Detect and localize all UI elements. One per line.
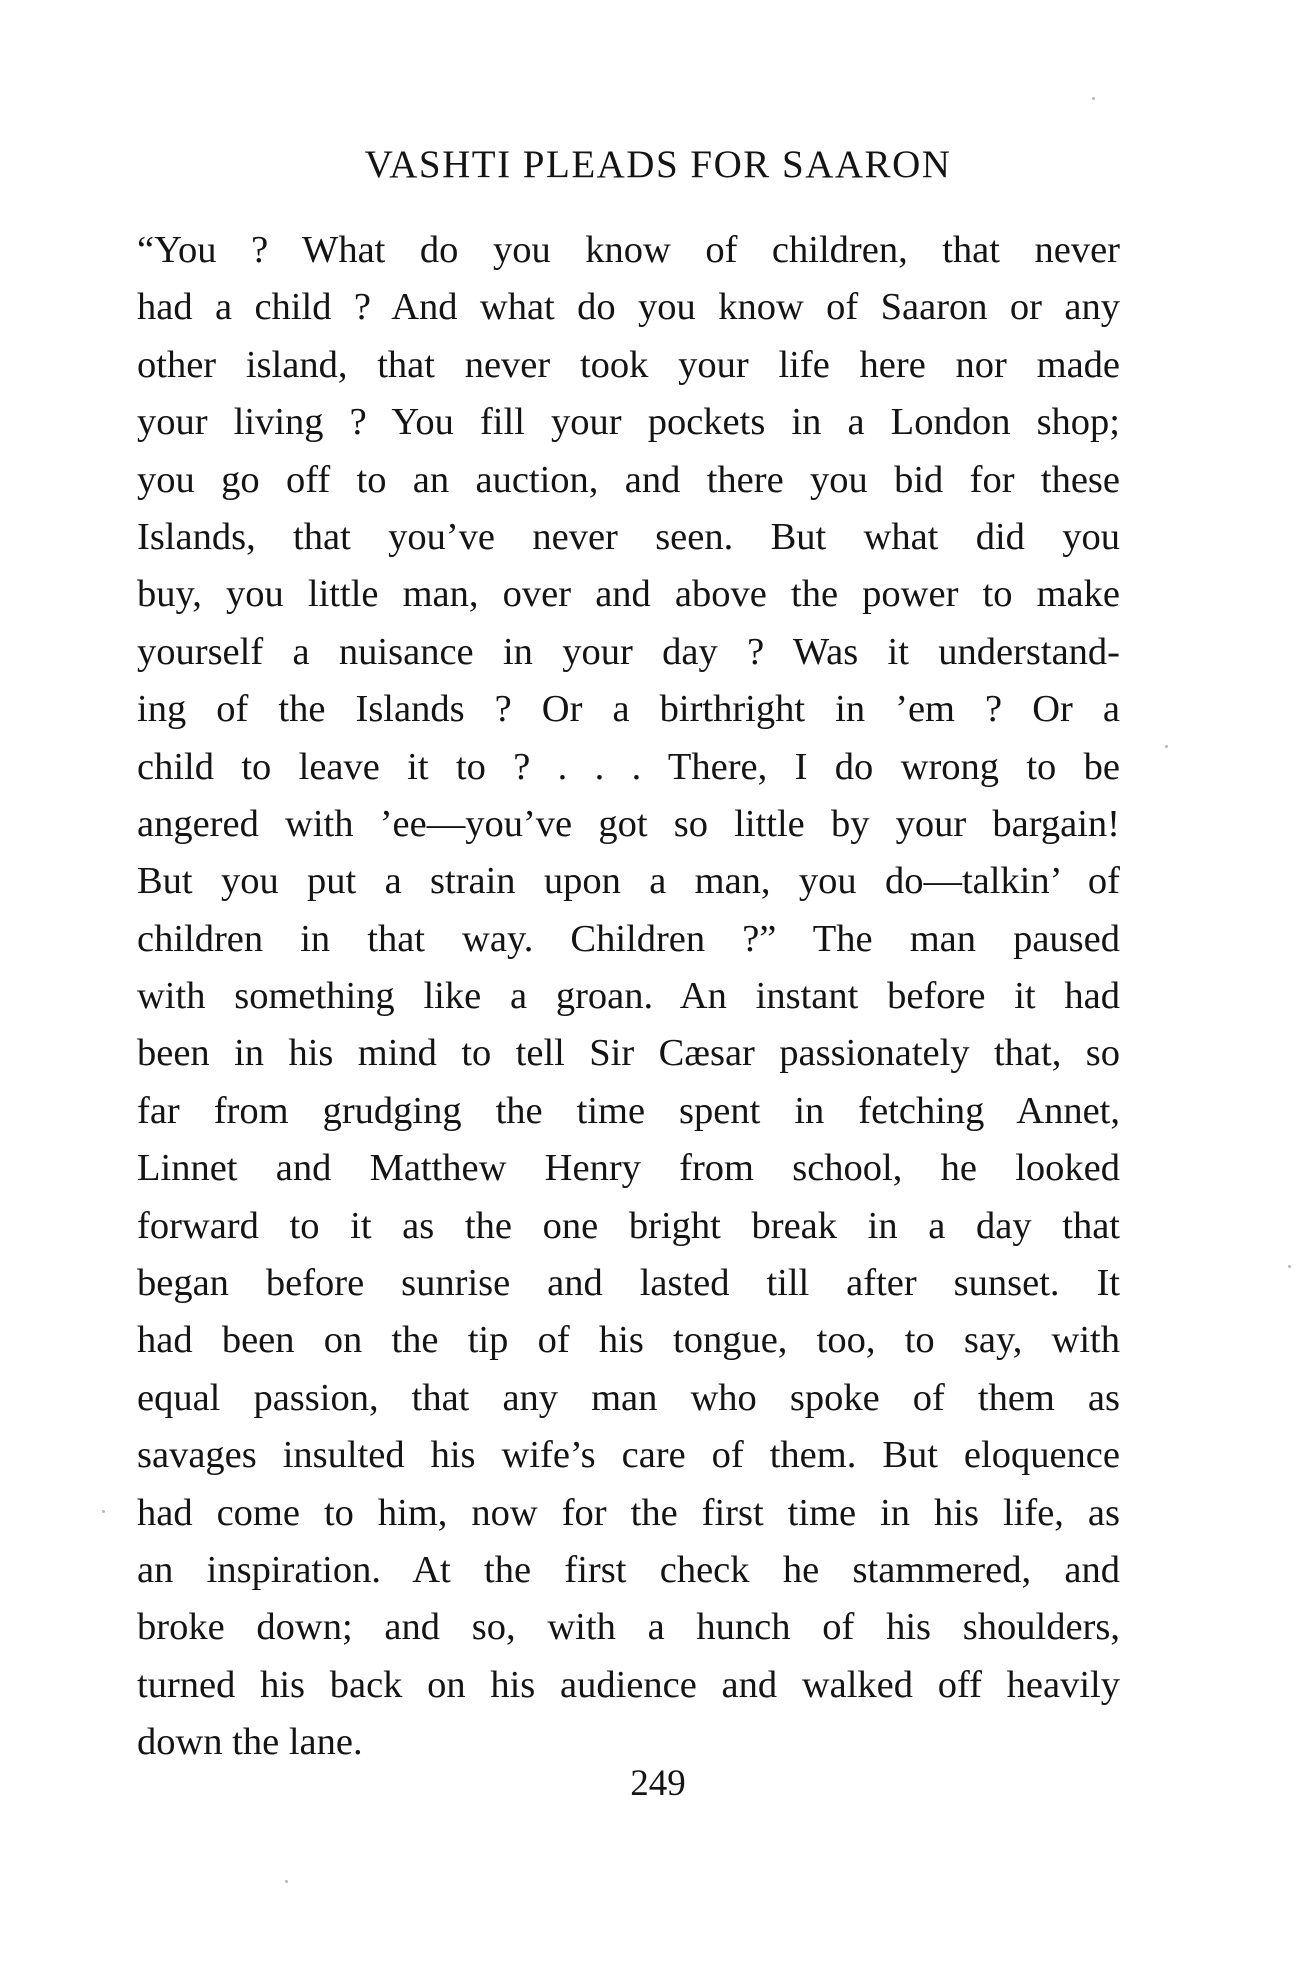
text-line: broke down; and so, with a hunch of his shoulders,	[137, 1606, 1120, 1649]
text-line: with something like a groan. An instant before it had	[137, 975, 1120, 1018]
text-line: Islands, that you’ve never seen. But what did you	[137, 515, 1120, 558]
text-line: other island, that never took your life here nor made	[137, 343, 1120, 386]
text-line: yourself a nuisance in your day ? Was it understand-	[137, 630, 1120, 673]
text-line: Linnet and Matthew Henry from school, he looked	[137, 1147, 1120, 1190]
text-line: “You ? What do you know of children, that never	[137, 229, 1120, 271]
text-line: children in that way. Children ?” The man paused	[137, 917, 1120, 960]
body-text	[137, 222, 1120, 1772]
text-line: an inspiration. At the first check he stammered, and	[137, 1548, 1120, 1591]
text-line: had come to him, now for the first time in his life, as	[137, 1491, 1120, 1534]
text-line: angered with ’ee—you’ve got so little by your bargain!	[137, 802, 1120, 845]
paper-speck	[285, 1880, 288, 1883]
text-line: your living ? You fill your pockets in a London shop;	[137, 401, 1120, 444]
text-line: had a child ? And what do you know of Saaron or any	[137, 286, 1120, 329]
text-line: began before sunrise and lasted till after sunset. It	[137, 1262, 1120, 1305]
paper-speck	[102, 1510, 105, 1513]
text-line: been in his mind to tell Sir Cæsar passionately that, so	[137, 1032, 1120, 1075]
text-line: you go off to an auction, and there you bid for these	[137, 458, 1120, 501]
paper-speck	[1288, 1265, 1291, 1268]
text-line: down the lane.	[137, 1721, 363, 1764]
text-line: child to leave it to ? . . . There, I do wrong to be	[137, 745, 1120, 788]
running-title: VASHTI PLEADS FOR SAARON	[364, 143, 952, 186]
paper-speck	[1165, 745, 1168, 748]
text-line: turned his back on his audience and walked off heavily	[137, 1663, 1120, 1706]
text-line: forward to it as the one bright break in a day that	[137, 1204, 1120, 1247]
text-line: had been on the tip of his tongue, too, to say, with	[137, 1319, 1120, 1362]
text-line: savages insulted his wife’s care of them. But eloquence	[137, 1434, 1120, 1477]
text-line: buy, you little man, over and above the power to make	[137, 573, 1120, 616]
paper-speck	[1092, 97, 1095, 100]
text-line: But you put a strain upon a man, you do—talkin’ of	[137, 860, 1120, 903]
page-number: 249	[630, 1763, 686, 1804]
text-line: ing of the Islands ? Or a birthright in ’em ? Or a	[137, 688, 1120, 731]
text-line: equal passion, that any man who spoke of them as	[137, 1376, 1120, 1419]
text-line: far from grudging the time spent in fetching Annet,	[137, 1089, 1120, 1132]
